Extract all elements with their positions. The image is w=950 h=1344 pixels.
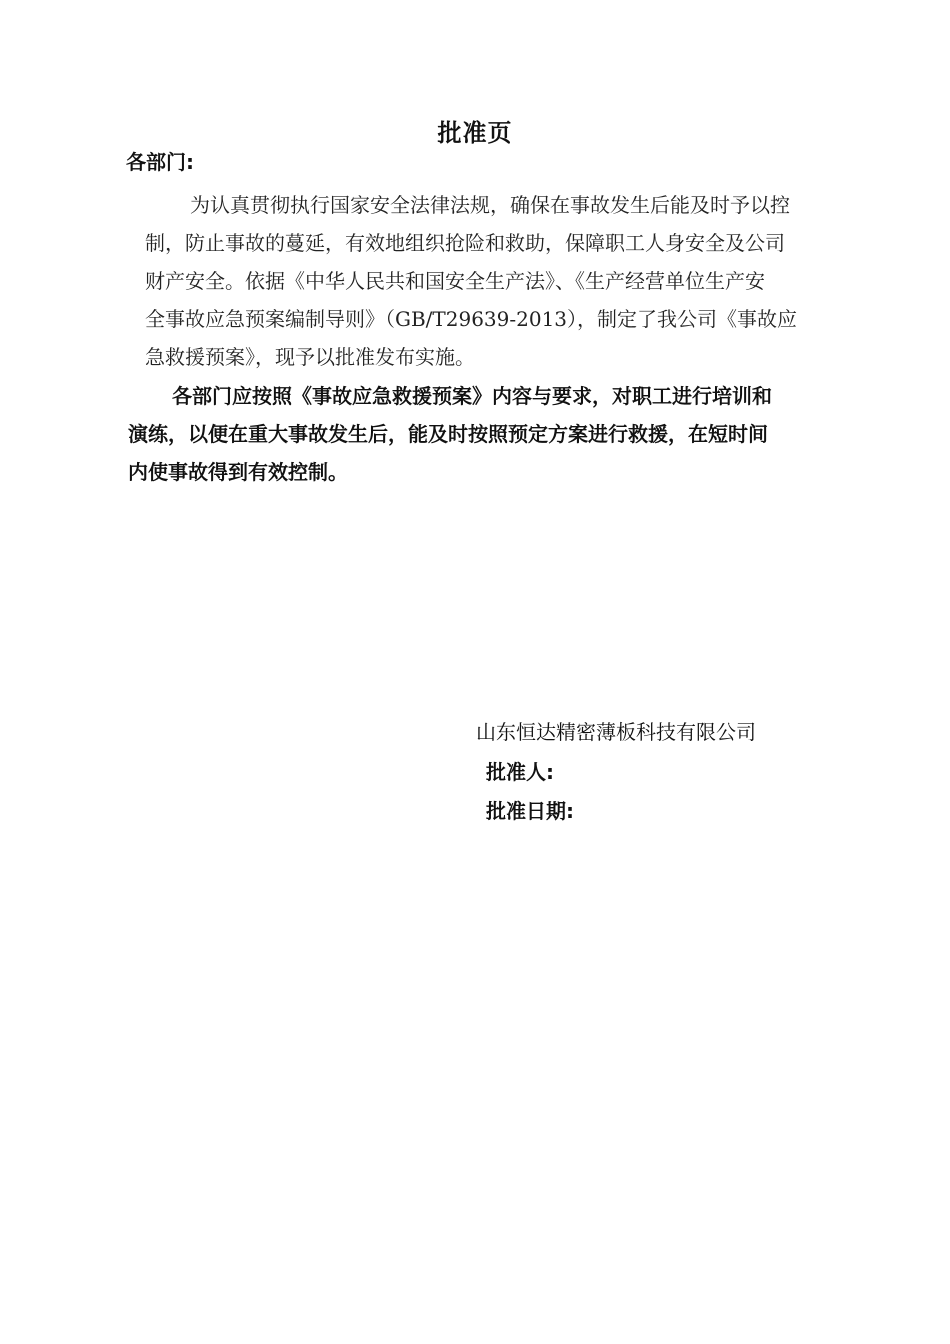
approver-label: 批准人: (486, 760, 554, 784)
paragraph-line: 演练，以便在重大事故发生后，能及时按照预定方案进行救援，在短时间 (128, 422, 768, 446)
paragraph-line: 财产安全。依据《中华人民共和国安全生产法》、《生产经营单位生产安 (145, 269, 765, 293)
paragraph-line: 为认真贯彻执行国家安全法律法规，确保在事故发生后能及时予以控 (190, 193, 790, 217)
company-name: 山东恒达精密薄板科技有限公司 (476, 720, 756, 744)
salutation: 各部门: (126, 150, 194, 174)
paragraph-line: 制，防止事故的蔓延，有效地组织抢险和救助，保障职工人身安全及公司 (145, 231, 785, 255)
paragraph-line: 内使事故得到有效控制。 (128, 460, 348, 484)
page-title: 批准页 (437, 119, 513, 147)
paragraph-line: 急救援预案》，现予以批准发布实施。 (145, 345, 475, 369)
paragraph-line: 各部门应按照《事故应急救援预案》内容与要求，对职工进行培训和 (172, 384, 772, 408)
approval-date-label: 批准日期: (486, 799, 574, 823)
paragraph-line: 全事故应急预案编制导则》（GB/T29639-2013），制定了我公司《事故应 (145, 307, 798, 331)
